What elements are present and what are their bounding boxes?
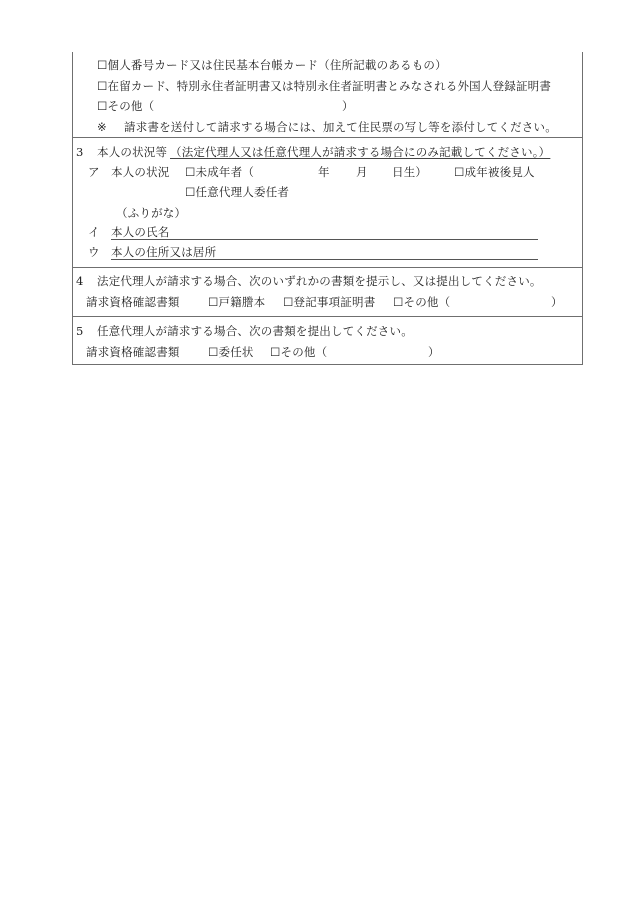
option-family-register[interactable]: ☐戸籍謄本 (208, 295, 266, 309)
mail-request-note: 請求書を送付して請求する場合には、加えて住民票の写し等を添付してください。 (124, 120, 557, 134)
section5-title: 任意代理人が請求する場合、次の書類を提出してください。 (97, 324, 413, 338)
furigana-label: （ふりがな） (116, 206, 187, 220)
section3-title-note: （法定代理人又は任意代理人が請求する場合にのみ記載してください。） (170, 145, 551, 159)
section5-doc-label: 請求資格確認書類 (86, 345, 180, 359)
option-residence-card[interactable]: ☐在留カード、特別永住者証明書又は特別永住者証明書とみなされる外国人登録証明書 (97, 79, 552, 93)
option-minor[interactable]: ☐未成年者（ (185, 165, 255, 179)
section4-title: 法定代理人が請求する場合、次のいずれかの書類を提示し、又は提出してください。 (97, 274, 542, 288)
option-mynumber-card[interactable]: ☐個人番号カード又は住民基本台帳カード（住所記載のあるもの） (97, 58, 447, 72)
principal-name-label: 本人の氏名 (111, 225, 170, 239)
minor-birth-day-label: 日生） (392, 165, 428, 179)
principal-address-label: 本人の住所又は居所 (111, 245, 217, 259)
checkbox-icon[interactable]: ☐ (97, 79, 108, 93)
option-other-voluntary[interactable]: ☐その他（ (270, 345, 328, 359)
other-id-close-paren: ） (342, 99, 354, 113)
checkbox-icon[interactable]: ☐ (393, 295, 404, 309)
checkbox-icon[interactable]: ☐ (270, 345, 281, 359)
option-adult-ward[interactable]: ☐成年被後見人 (454, 165, 535, 179)
note-mark: ※ (97, 120, 107, 134)
option-registry-certificate[interactable]: ☐登記事項証明書 (283, 295, 376, 309)
option-delegator[interactable]: ☐任意代理人委任者 (185, 185, 290, 199)
checkbox-icon[interactable]: ☐ (208, 295, 219, 309)
checkbox-icon[interactable]: ☐ (97, 58, 108, 72)
checkbox-icon[interactable]: ☐ (97, 99, 108, 113)
option-other-id[interactable]: ☐その他（ (97, 99, 155, 113)
divider-section5 (72, 316, 583, 317)
divider-section4 (72, 267, 583, 268)
other-voluntary-close-paren: ） (428, 345, 440, 359)
minor-birth-year-label: 年 (318, 165, 330, 179)
status-mark-a: ア (88, 165, 100, 179)
checkbox-icon[interactable]: ☐ (283, 295, 294, 309)
option-other-legal[interactable]: ☐その他（ (393, 295, 451, 309)
principal-address-field[interactable] (111, 259, 538, 260)
name-mark-i: イ (88, 225, 100, 239)
principal-name-field[interactable] (111, 239, 538, 240)
checkbox-icon[interactable]: ☐ (208, 345, 219, 359)
divider-section3 (72, 137, 583, 138)
section4-doc-label: 請求資格確認書類 (86, 295, 180, 309)
section3-number: 3 (76, 145, 84, 159)
other-legal-close-paren: ） (551, 295, 563, 309)
option-power-of-attorney[interactable]: ☐委任状 (208, 345, 254, 359)
minor-birth-month-label: 月 (356, 165, 368, 179)
section4-number: 4 (76, 274, 84, 288)
checkbox-icon[interactable]: ☐ (185, 165, 196, 179)
checkbox-icon[interactable]: ☐ (185, 185, 196, 199)
checkbox-icon[interactable]: ☐ (454, 165, 465, 179)
status-label: 本人の状況 (111, 165, 170, 179)
address-mark-u: ウ (88, 245, 100, 259)
section3-title: 本人の状況等 (97, 145, 168, 159)
section5-number: 5 (76, 324, 84, 338)
